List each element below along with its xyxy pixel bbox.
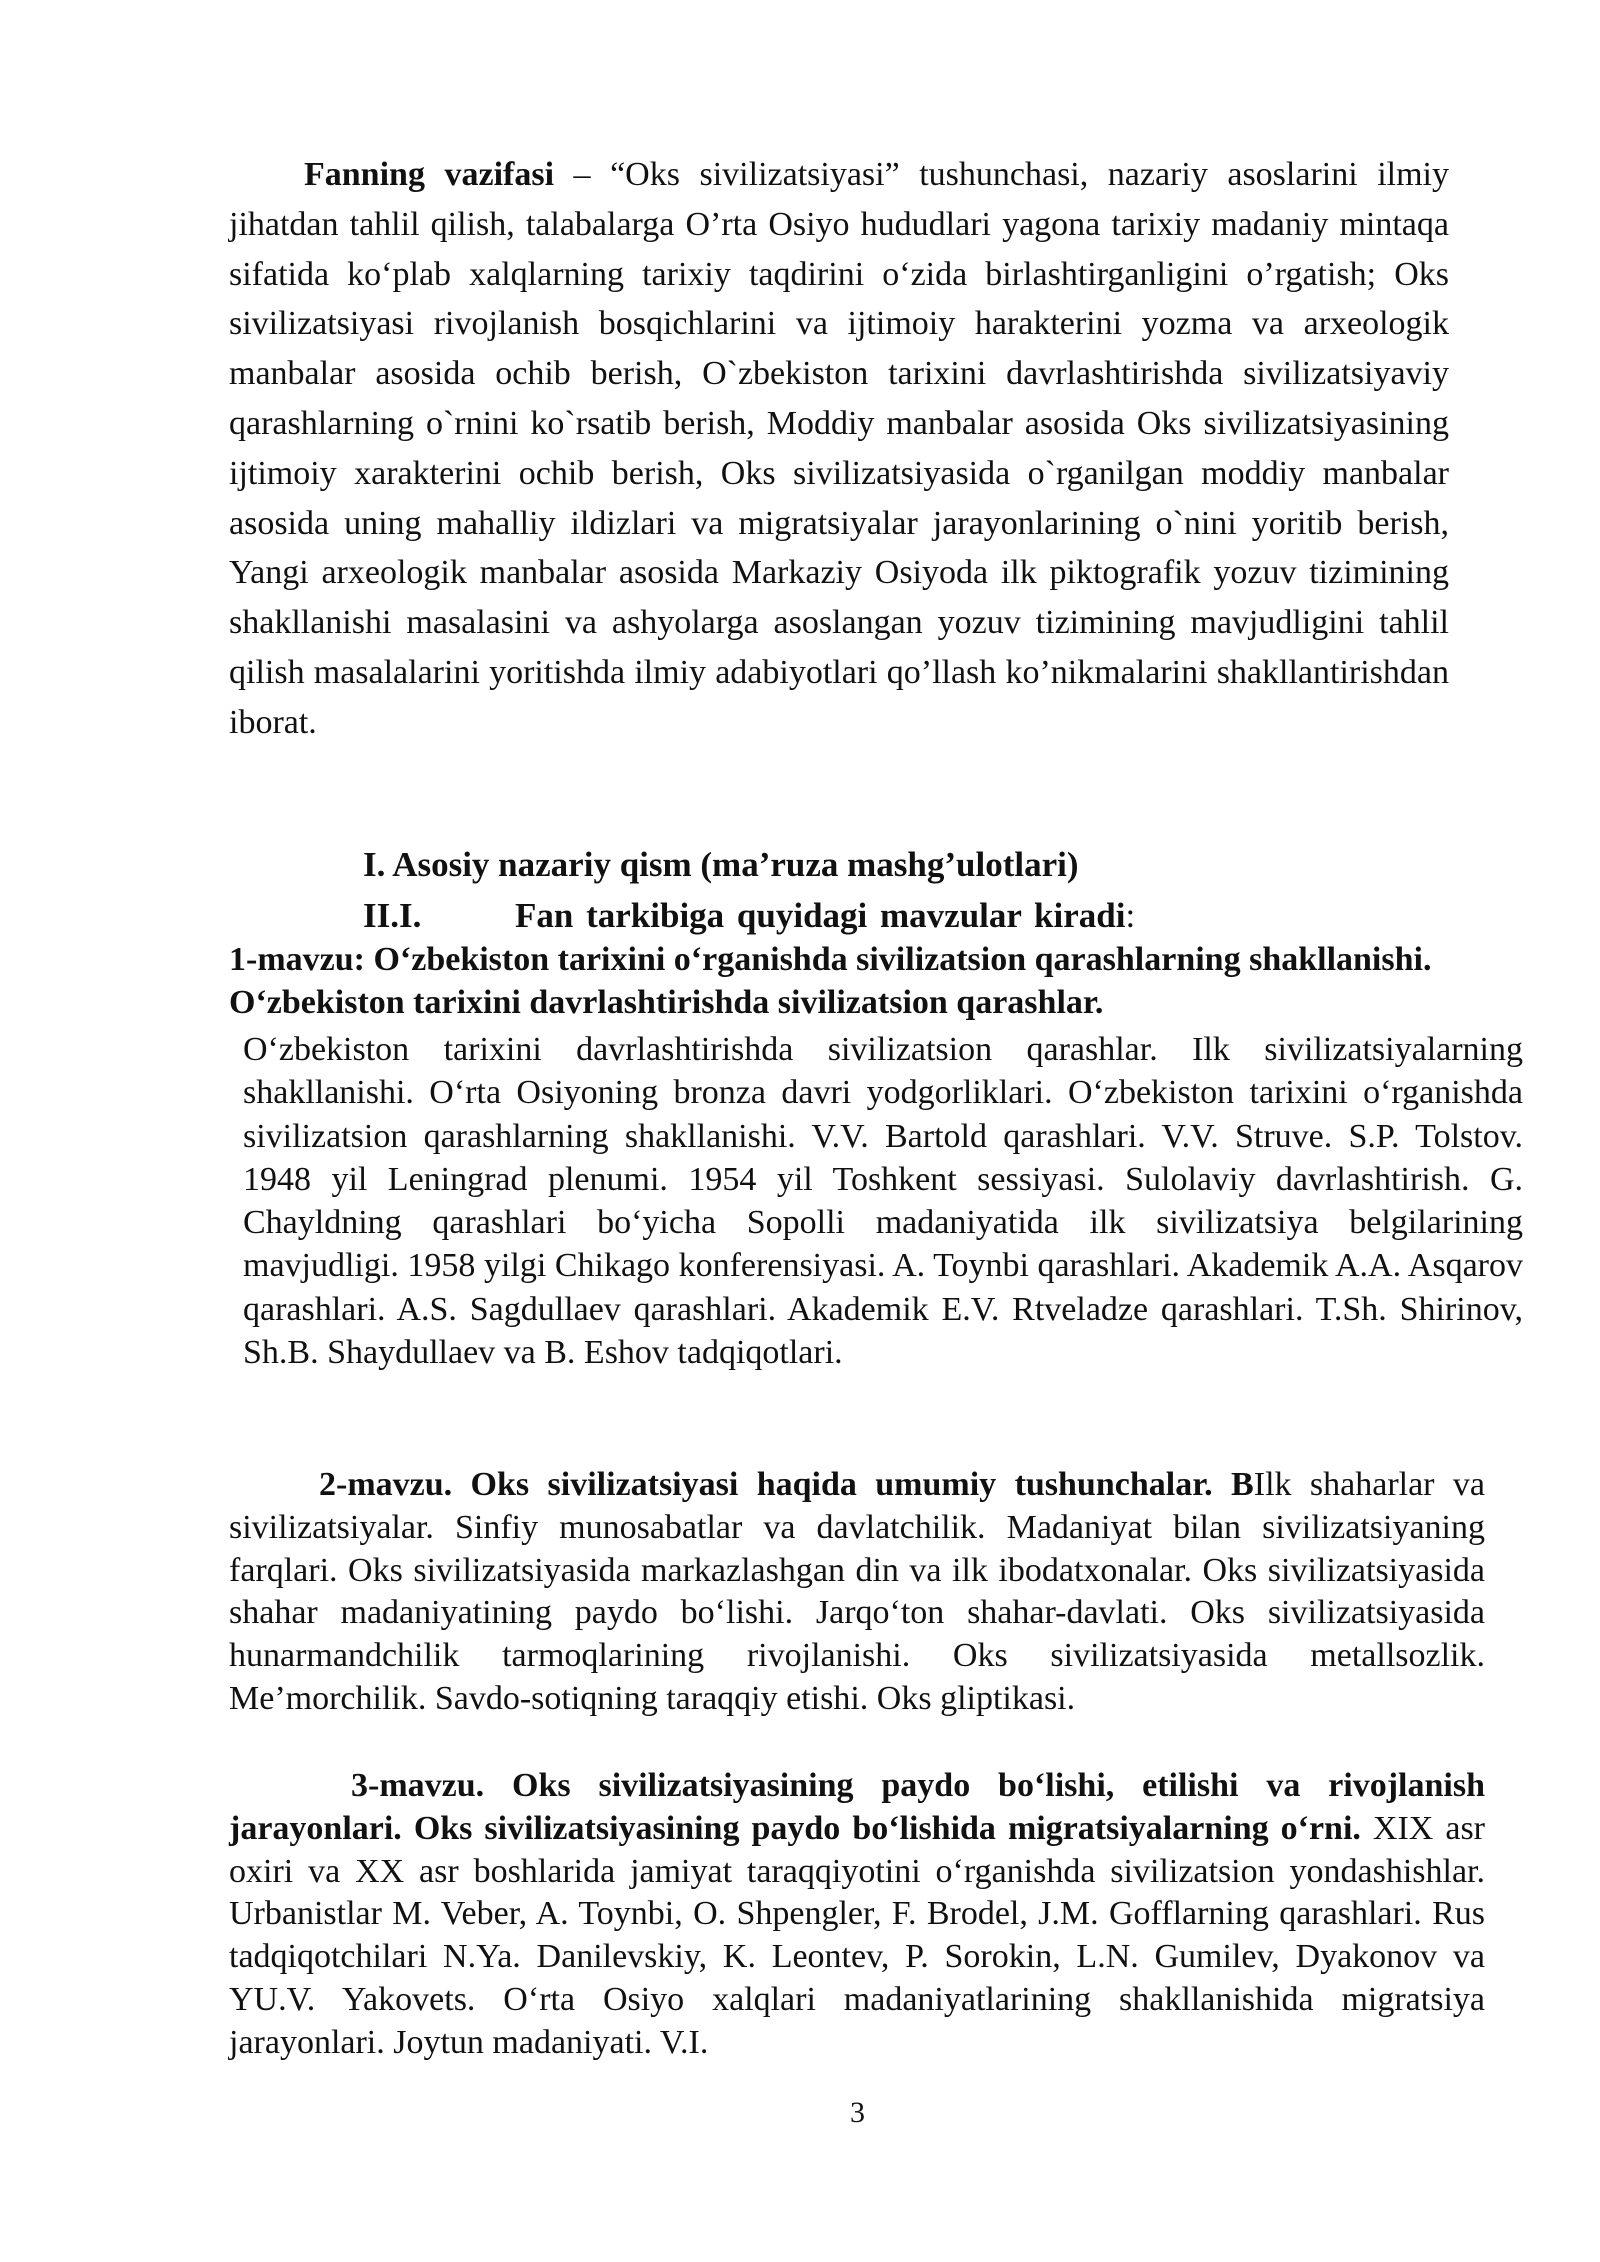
subsection-colon: : <box>1125 896 1136 935</box>
topic-1-body: Oʻzbekiston tarixini davrlashtirishda sivilizatsion qarashlar. Ilk sivilizatsiyalarning shakllanishi. Oʻrta Osiyoning bronza davri yodgorliklari. Oʻzbekiston tarixini oʻrganishda sivilizatsion qarashlarning shakllanishi. V.V. Bartold qarashlari. V.V. Struve. S.P. Tolstov. 1948 yil Leningrad plenumi. 1954 yil Toshkent sessiyasi. Sulolaviy davrlashtirish. G. Chayldning qarashlari boʻyicha Sopolli madaniyatida ilk sivilizatsiya belgilarining mavjudligi. 1958 yilgi Chikago konferensiyasi. A. Toynbi qarashlari. Akademik A.A. Asqarov qarashlari. A.S. Sagdullaev qarashlari. Akademik E.V. Rtveladze qarashlari. T.Sh. Shirinov, Sh.B. Shaydullaev va B. Eshov tadqiqotlari. <box>243 1031 1523 1372</box>
topic-3-paragraph <box>229 1765 1485 2065</box>
subsection-number: II.I. <box>363 896 422 935</box>
topic-2-body: Ilk shaharlar va sivilizatsiyalar. Sinfiy munosabatlar va davlatchilik. Madaniyat bilan sivilizatsiyaning farqlari. Oks sivilizatsiyasida markazlashgan din va ilk ibodatxonalar. Oks sivilizatsiyasida shahar madaniyatining paydo boʻlishi. Jarqoʻton shahar-davlati. Oks sivilizatsiyasida hunarmandchilik tarmoqlarining rivojlanishi. Oks sivilizatsiyasida metallsozlik. Me’morchilik. Savdo-sotiqning taraqqiy etishi. Oks gliptikasi. <box>229 1466 1485 1717</box>
topic-3-title: 3-mavzu. Oks sivilizatsiyasining paydo boʻlishi, etilishi va rivojlanish jarayonlari. Oks sivilizatsiyasining paydo boʻlishida migratsiyalarning oʻrni. <box>229 1767 1485 1847</box>
topic-2-title: 2-mavzu. Oks sivilizatsiyasi haqida umumiy tushunchalar. B <box>319 1466 1254 1503</box>
topic-2-paragraph <box>229 1464 1485 1721</box>
topic-3-body: XIX asr oxiri va XX asr boshlarida jamiyat taraqqiyotini oʻrganishda sivilizatsion yondashishlar. Urbanistlar M. Veber, A. Toynbi, O. Shpengler, F. Brodel, J.M. Gofflarning qarashlari. Rus tadqiqotchilari N.Ya. Danilevskiy, K. Leontev, P. Sorokin, L.N. Gumilev, Dyakonov va YU.V. Yakovets. Oʻrta Osiyo xalqlari madaniyatlarining shakllanishida migratsiya jarayonlari. Joytun madaniyati. V.I. <box>229 1809 1486 2061</box>
section-heading: I. Asosiy nazariy qism (ma’ruza mashg’ulotlari) <box>363 845 1079 884</box>
subsection-title: Fan tarkibiga quyidagi mavzular kiradi <box>515 896 1126 935</box>
intro-paragraph <box>229 150 1449 748</box>
intro-text: – “Oks sivilizatsiyasi” tushunchasi, nazariy asoslarini ilmiy jihatdan tahlil qilish, talabalarga O’rta Osiyo hududlari yagona tarixiy madaniy mintaqa sifatida koʻplab xalqlarning tarixiy taqdirini oʻzida birlashtirganligini o’rgatish; Oks sivilizatsiyasi rivojlanish bosqichlarini va ijtimoiy harakterini yozma va arxeologik manbalar asosida ochib berish, O`zbekiston tarixini davrlashtirishda sivilizatsiyaviy qarashlarning o`rnini ko`rsatib berish, Moddiy manbalar asosida Oks sivilizatsiyasining ijtimoiy xarakterini ochib berish, Oks sivilizatsiyasida o`rganilgan moddiy manbalar asosida uning mahalliy ildizlari va migratsiyalar jarayonlarining o`nini yoritib berish, Yangi arxeologik manbalar asosida Markaziy Osiyoda ilk piktografik yozuv tizimining shakllanishi masalasini va ashyolarga asoslangan yozuv tizimining mavjudligini tahlil qilish masalalarini yoritishda ilmiy adabiyotlari qo’llash ko’nikmalarini shakllantirishdan iborat. <box>229 156 1449 741</box>
intro-lead: Fanning vazifasi <box>304 156 555 193</box>
page-number: 3 <box>850 2096 865 2129</box>
subsection-heading <box>363 896 1135 936</box>
topic-1-title: 1-mavzu: Oʻzbekiston tarixini oʻrganishda sivilizatsion qarashlarning shakllanishi. Oʻzbekiston tarixini davrlashtirishda sivilizatsion qarashlar. <box>229 941 1432 1021</box>
